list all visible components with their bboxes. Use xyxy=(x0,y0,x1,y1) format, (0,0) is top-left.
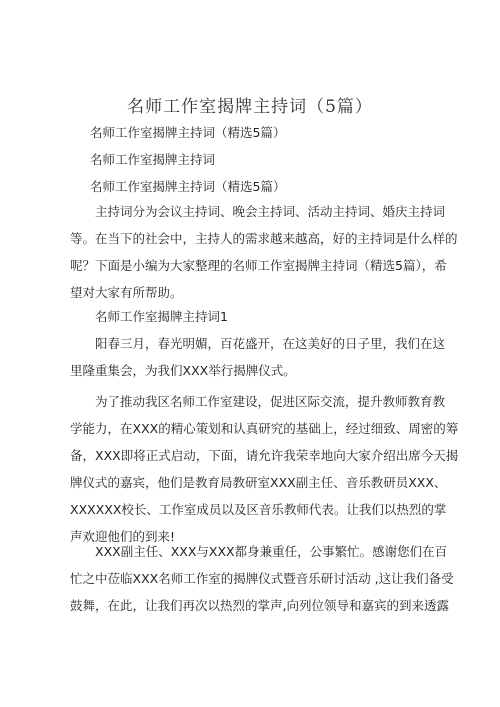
paragraph-line: XXXXXX校长、工作室成员以及区音乐教师代表。让我们以热烈的掌 xyxy=(70,502,447,517)
subtitle-2: 名师工作室揭牌主持词 xyxy=(90,152,216,167)
paragraph-guests xyxy=(70,388,459,550)
paragraph-line: 牌仪式的嘉宾，他们是教育局教研室XXX副主任、音乐教研员XXX、 xyxy=(70,475,447,490)
paragraph-line: 鼓舞，在此，让我们再次以热烈的掌声,向列位领导和嘉宾的到来透露 xyxy=(70,598,449,613)
subtitle-3: 名师工作室揭牌主持词（精选5篇） xyxy=(90,179,286,194)
paragraph-line: 声欢迎他们的到来! xyxy=(70,529,176,544)
paragraph-line: 里隆重集会，为我们XXX举行揭牌仪式。 xyxy=(70,363,296,378)
section-heading xyxy=(70,303,432,330)
paragraph-line: 望对大家有所帮助。 xyxy=(70,285,183,300)
paragraph-intro xyxy=(70,198,458,306)
paragraph-line: 阳春三月，春光明媚，百花盛开，在这美好的日子里，我们在这 xyxy=(70,336,446,351)
paragraph-opening xyxy=(70,330,446,384)
paragraph-line: XXX副主任、XXX与XXX都身兼重任，公事繁忙。感谢您们在百 xyxy=(70,544,448,559)
document-title: 名师工作室揭牌主持词（5篇） xyxy=(127,97,373,117)
paragraph-line: 备，XXX即将正式启动，下面，请允许我荣幸地向大家介绍出席今天揭 xyxy=(70,448,459,463)
paragraph-line: 主持词分为会议主持词、晚会主持词、活动主持词、婚庆主持词 xyxy=(70,204,446,219)
paragraph-line: 等。在当下的社会中，主持人的需求越来越高，好的主持词是什么样的 xyxy=(70,231,458,246)
paragraph-line: 呢？下面是小编为大家整理的名师工作室揭牌主持词（精选5篇），希 xyxy=(70,258,447,273)
paragraph-line: 忙之中莅临XXX名师工作室的揭牌仪式暨音乐研讨活动 ,这让我们备受 xyxy=(70,571,454,586)
section-heading-text: 名师工作室揭牌主持词1 xyxy=(70,309,228,324)
paragraph-line: 为了推动我区名师工作室建设，促进区际交流，提升教师教育教 xyxy=(70,394,446,409)
paragraph-thanks xyxy=(70,538,454,619)
subtitle-1: 名师工作室揭牌主持词（精选5篇） xyxy=(90,125,286,140)
paragraph-line: 学能力，在XXX的精心策划和认真研究的基础上，经过细致、周密的筹 xyxy=(70,421,459,436)
